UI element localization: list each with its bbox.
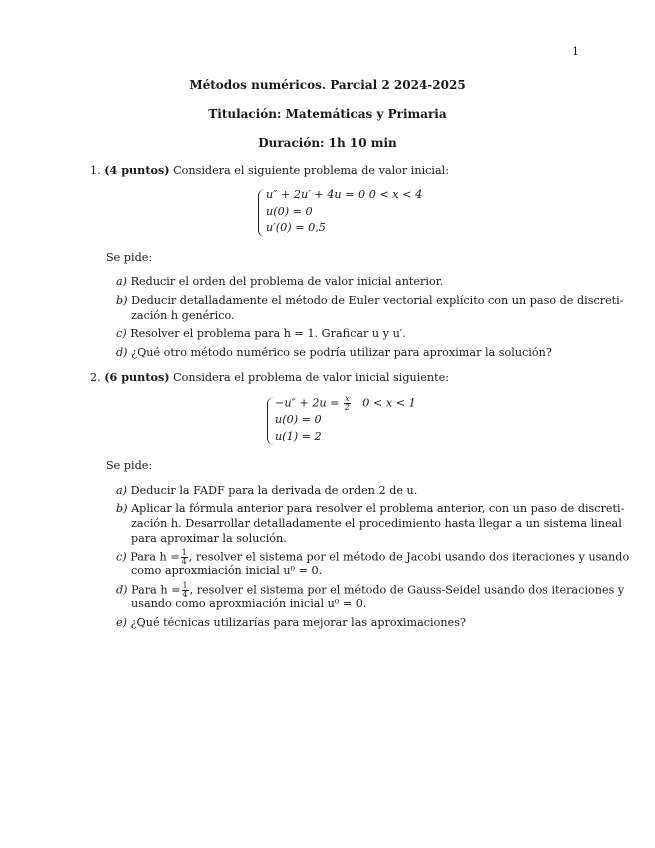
q1-item-b-cont: zación h genérico. <box>131 309 235 322</box>
system-1-line-1: u″ + 2u′ + 4u = 0 0 < x < 4 <box>266 188 423 201</box>
system-2-line-3: u(1) = 2 <box>275 429 322 443</box>
exam-subtitle: Titulación: Matemáticas y Primaria <box>208 107 447 121</box>
q2-item-b-line-2: zación h. Desarrollar detalladamente el procedimiento hasta llegar a un sistema lineal <box>131 517 622 530</box>
q1-item-a-label: a) <box>116 275 128 288</box>
question-1-se-pide: Se pide: <box>106 251 153 264</box>
system-2-line-1: −u″ + 2u = $\frac{x}{2}$ 0 < x < 1 <box>275 394 416 412</box>
question-2-number: 2. <box>90 371 101 384</box>
q2-item-c-line-2: como aproxmiación inicial u⁰ = 0. <box>131 564 323 577</box>
question-2-points: (6 puntos) <box>104 370 170 384</box>
question-1-points: (4 puntos) <box>104 163 170 177</box>
q2-item-c: c) Para h = $\frac{1}{4}$ , resolver el sistema por el método de Jacobi usando dos iteraciones y usando <box>116 548 630 566</box>
question-1-number: 1. <box>90 164 101 177</box>
q1-item-b <box>116 294 624 307</box>
q1-item-a-text: Reducir el orden del problema de valor inicial anterior. <box>130 275 444 288</box>
question-2-se-pide: Se pide: <box>106 459 153 472</box>
q2-item-d-line-2: usando como aproxmiación inicial u⁰ = 0. <box>131 597 367 610</box>
q1-item-b-text: Deducir detalladamente el método de Euler vectorial explícito con un paso de discreti- <box>131 294 624 307</box>
system-1-line-3: u′(0) = 0,5 <box>266 221 326 234</box>
q1-item-b-label: b) <box>116 294 128 307</box>
q1-item-d-label: d) <box>116 346 128 359</box>
question-2-system <box>275 395 416 445</box>
question-1-system <box>266 187 422 237</box>
exam-duration: Duración: 1h 10 min <box>258 136 397 150</box>
q2-item-c-fraction: $\frac{1}{4}$ <box>181 548 187 566</box>
q1-item-d-text: ¿Qué otro método numérico se podría utilizar para aproximar la solución? <box>131 346 552 359</box>
page-number: 1 <box>572 45 579 58</box>
system-2-brace <box>267 397 274 445</box>
q1-item-c-text: Resolver el problema para h = 1. Graficar u y u′. <box>130 327 406 340</box>
q1-item-c-label: c) <box>116 327 127 340</box>
q2-item-d: d) Para h = $\frac{1}{4}$ , resolver el sistema por el método de Gauss-Seidel usando dos iteraciones y <box>116 581 625 599</box>
system-2-fraction: $\frac{x}{2}$ <box>344 394 350 412</box>
system-1-line-2: u(0) = 0 <box>266 204 313 218</box>
q1-item-c <box>116 327 406 340</box>
q2-item-b: b) Aplicar la fórmula anterior para resolver el problema anterior, con un paso de discreti- <box>116 502 625 515</box>
q1-item-d <box>116 346 552 359</box>
system-1-brace <box>258 189 265 237</box>
question-2-intro: Considera el problema de valor inicial siguiente: <box>173 371 450 384</box>
exam-title: Métodos numéricos. Parcial 2 2024-2025 <box>189 78 466 92</box>
q2-item-a: a) Deducir la FADF para la derivada de orden 2 de u. <box>116 484 418 497</box>
q2-item-e: e) ¿Qué técnicas utilizarías para mejorar las aproximaciones? <box>116 616 466 629</box>
question-2-header <box>90 370 449 384</box>
question-1-header <box>90 163 449 177</box>
q2-item-d-fraction: $\frac{1}{4}$ <box>182 581 188 599</box>
q1-item-a <box>116 275 443 288</box>
system-2-line-2: u(0) = 0 <box>275 413 322 426</box>
q2-item-b-line-3: para aproximar la solución. <box>131 532 287 545</box>
question-1-intro: Considera el siguiente problema de valor inicial: <box>173 164 450 177</box>
